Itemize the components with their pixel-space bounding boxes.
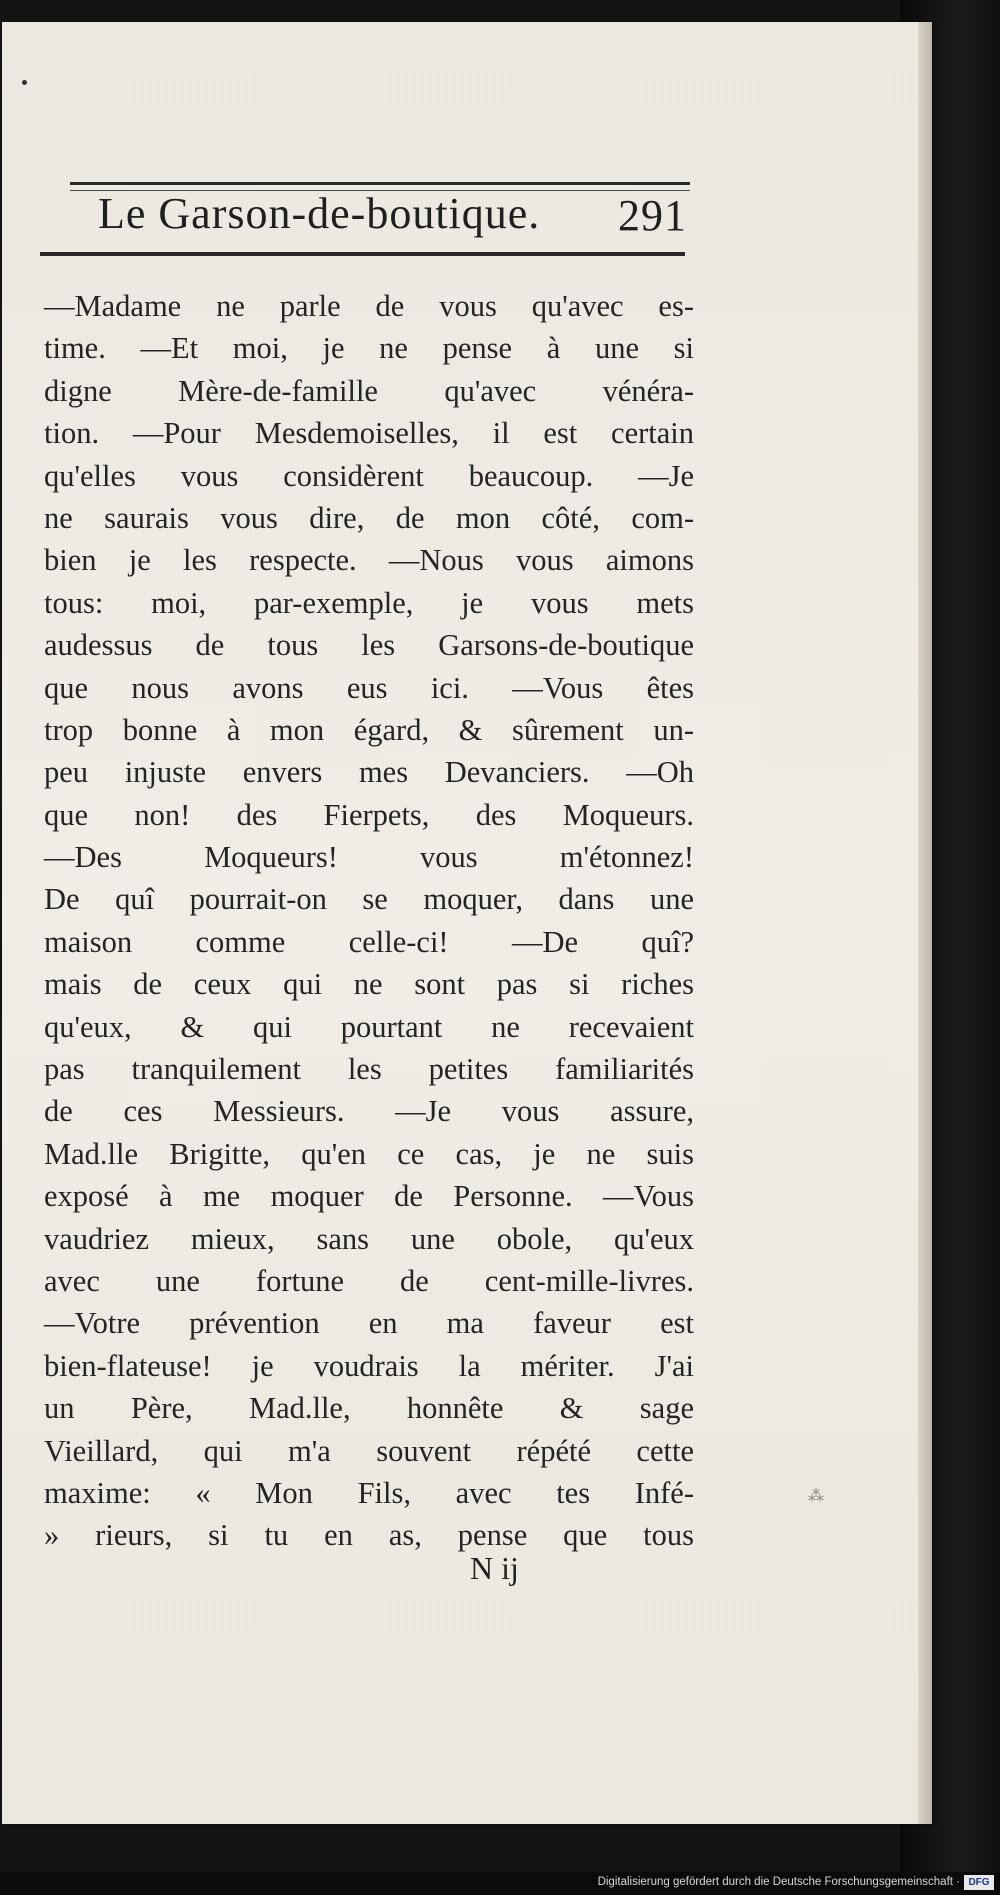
page-edge (918, 22, 932, 1824)
header-rule-bottom (40, 252, 685, 256)
text-line: —Votre prévention en ma faveur est (44, 1306, 694, 1341)
text-line: peu injuste envers mes Devanciers. —Oh (44, 755, 694, 790)
text-line: vaudriez mieux, sans une obole, qu'eux (44, 1221, 694, 1256)
body-text (44, 285, 694, 1557)
signature-mark: N ij (470, 1550, 519, 1586)
text-line: » rieurs, si tu en as, pense que tous (44, 1518, 694, 1553)
page-number: 291 (618, 191, 687, 240)
text-line: tion. —Pour Mesdemoiselles, il est certain (44, 416, 694, 451)
text-line: que non! des Fierpets, des Moqueurs. (44, 797, 694, 832)
text-line: maison comme celle-ci! —De quî? (44, 924, 694, 959)
text-line: —Madame ne parle de vous qu'avec es- (44, 289, 694, 323)
text-line: exposé à me moquer de Personne. —Vous (44, 1179, 694, 1214)
text-line: qu'eux, & qui pourtant ne recevaient (44, 1009, 694, 1044)
digitization-credit: Digitalisierung gefördert durch die Deutsche Forschungsgemeinschaft · (597, 1876, 960, 1888)
page-speck (22, 80, 27, 85)
text-line: qu'elles vous considèrent beaucoup. —Je (44, 458, 694, 493)
text-line: un Père, Mad.lle, honnête & sage (44, 1391, 694, 1426)
text-line: de ces Messieurs. —Je vous assure, (44, 1094, 694, 1129)
text-line: Vieillard, qui m'a souvent répété cette (44, 1433, 694, 1468)
text-line: pas tranquilement les petites familiarités (44, 1052, 694, 1087)
text-line: bien je les respecte. —Nous vous aimons (44, 543, 694, 578)
text-line: —Des Moqueurs! vous m'étonnez! (44, 840, 694, 875)
text-line: bien-flateuse! je voudrais la mériter. J'ai (44, 1348, 694, 1383)
text-line: De quî pourrait-on se moquer, dans une (44, 882, 694, 917)
text-line: digne Mère-de-famille qu'avec vénéra- (44, 373, 694, 408)
text-line: mais de ceux qui ne sont pas si riches (44, 967, 694, 1002)
header-rule-top (70, 182, 690, 185)
dfg-logo: DFG (964, 1875, 994, 1890)
text-line: Mad.lle Brigitte, qu'en ce cas, je ne suis (44, 1136, 694, 1171)
text-line: que nous avons eus ici. —Vous êtes (44, 670, 694, 705)
text-line: trop bonne à mon égard, & sûrement un- (44, 712, 694, 747)
text-line: tous: moi, par-exemple, je vous mets (44, 585, 694, 620)
margin-mark: ⁂ (808, 1488, 824, 1505)
text-line: time. —Et moi, je ne pense à une si (44, 331, 694, 366)
running-head (98, 188, 698, 248)
text-line: audessus de tous les Garsons-de-boutique (44, 628, 694, 663)
text-line: ne saurais vous dire, de mon côté, com- (44, 500, 694, 535)
running-head-title: Le Garson-de-boutique. (98, 189, 541, 238)
text-line: avec une fortune de cent-mille-livres. (44, 1263, 694, 1298)
text-line: maxime: « Mon Fils, avec tes Infé- (44, 1475, 694, 1510)
